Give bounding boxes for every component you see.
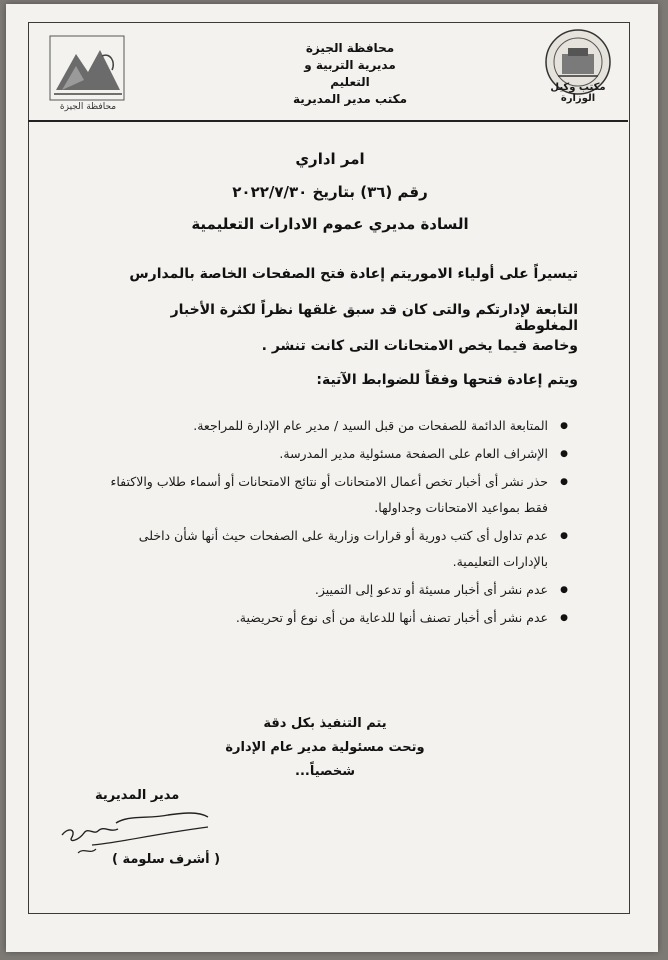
document-number-date: رقم (٣٦) بتاريخ ٢٠٢٢/٧/٣٠: [232, 183, 428, 201]
rule-item: ● عدم نشر أى أخبار تصنف أنها للدعاية من أى نوع أو تحريضية.: [98, 605, 568, 631]
governorate-name: محافظة الجيزة: [305, 41, 395, 55]
closing-block: [200, 712, 450, 784]
signatory-title: مدير المديرية: [95, 788, 180, 803]
rule-item: ● عدم نشر أى أخبار مسيئة أو تدعو إلى التمييز.: [98, 577, 568, 603]
rule-item: ● حذر نشر أى أخبار تخص أعمال الامتحانات أو نتائج الامتحانات أو أسماء طلاب والاكتفاء فقط بمواعيد الامتحانات وجداولها.: [98, 469, 568, 521]
document-heading: امر اداري: [295, 150, 365, 168]
letterhead: [285, 40, 415, 108]
directorate-name: مديرية التربية و التعليم: [304, 58, 396, 89]
office-name: مكتب مدير المديرية: [292, 92, 408, 106]
signatory-name: ( أشرف سلومة ): [112, 852, 221, 867]
body-line-3: وخاصة فيما يخص الامتحانات التى كانت تنشر .: [261, 338, 578, 354]
addressee: السادة مديري عموم الادارات التعليمية: [191, 215, 469, 233]
right-logo-caption: مكتب وكيل الوزارة: [550, 82, 606, 104]
closing-line-1: يتم التنفيذ بكل دقة: [263, 716, 387, 731]
left-logo-caption: محافظة الجيزة: [59, 102, 117, 112]
body-line-2: التابعة لإدارتكم والتى كان قد سبق غلقها نظراً لكثرة الأخبار المغلوطة: [170, 302, 578, 334]
rule-item: ● المتابعة الدائمة للصفحات من قبل السيد / مدير عام الإدارة للمراجعة.: [98, 413, 568, 439]
closing-line-2: وتحت مسئولية مدير عام الإدارة شخصياً...: [225, 740, 425, 779]
body-line-4: ويتم إعادة فتحها وفقاً للضوابط الآتية:: [316, 372, 578, 388]
rule-item: ● عدم تداول أى كتب دورية أو قرارات وزارية على الصفحات حيث أنها شأن داخلى بالإدارات التعليمية.: [98, 523, 568, 575]
title-block: [120, 150, 540, 233]
body-line-1: تيسيراً على أولياء الاموريتم إعادة فتح الصفحات الخاصة بالمدارس: [129, 266, 578, 282]
rule-item: ● الإشراف العام على الصفحة مسئولية مدير المدرسة.: [98, 441, 568, 467]
rules-list: [98, 413, 568, 633]
header-divider: [28, 120, 628, 122]
